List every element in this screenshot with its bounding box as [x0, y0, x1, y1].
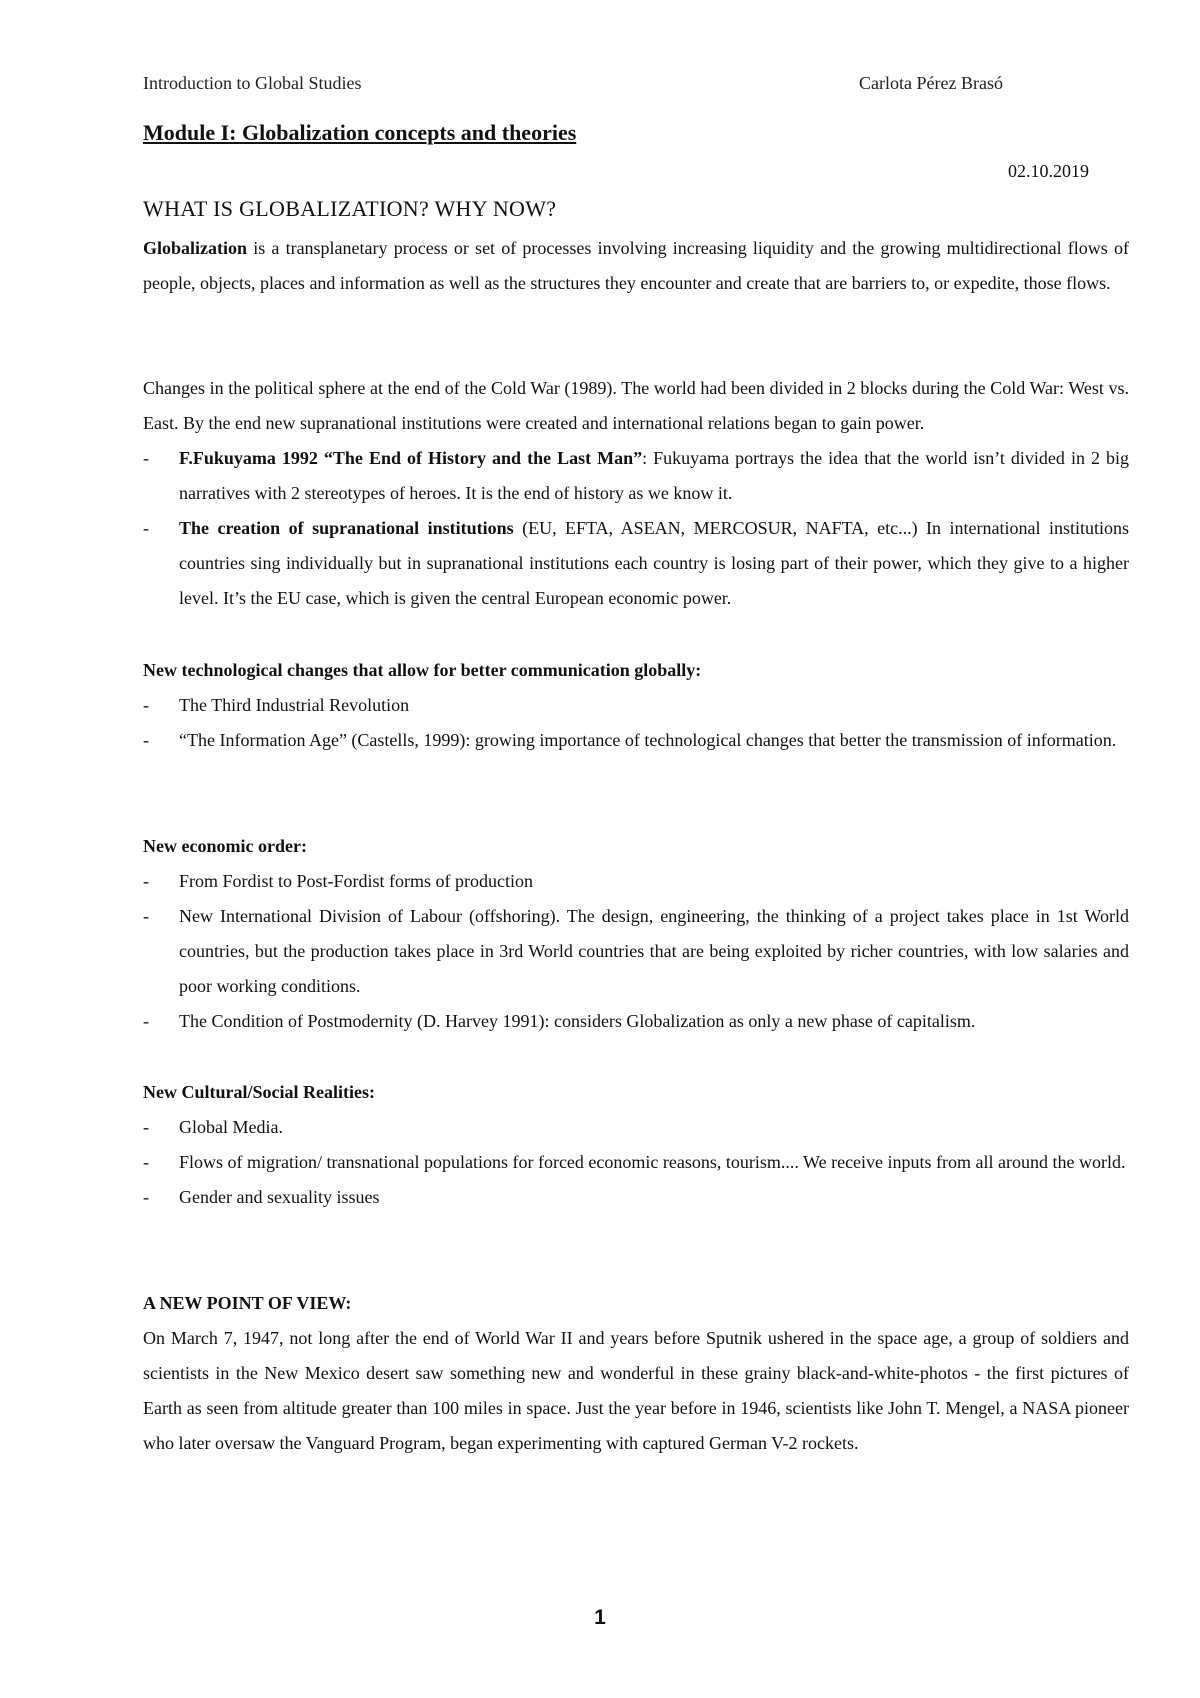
economic-list — [143, 864, 1129, 1039]
list-item-bold: F.Fukuyama 1992 “The End of History and the Last Man” — [179, 448, 643, 468]
list-item — [143, 864, 1129, 899]
list-marker: - — [143, 906, 149, 926]
header-course-title: Introduction to Global Studies — [143, 73, 362, 93]
list-marker: - — [143, 1117, 149, 1137]
list-item-text: The Third Industrial Revolution — [179, 695, 410, 715]
list-marker: - — [143, 695, 149, 715]
list-item — [143, 441, 1129, 511]
list-item — [143, 899, 1129, 1004]
list-item — [143, 511, 1129, 616]
list-item-text: : Fukuyama portrays the idea that the world isn’t divided in 2 big narratives with 2 stereotypes of heroes. It is the end of history as we know it. — [179, 448, 1129, 503]
definition-paragraph — [143, 231, 1129, 301]
political-list — [143, 441, 1129, 616]
definition-text: is a transplanetary process or set of processes involving increasing liquidity and the growing multidirectional flows of people, objects, places and information as well as the structures they encounter and create that are barriers to, or expedite, those flows. — [143, 238, 1129, 293]
tech-list — [143, 688, 1129, 758]
political-paragraph: Changes in the political sphere at the end of the Cold War (1989). The world had been divided in 2 blocks during the Cold War: West vs. East. By the end new supranational institutions were created and international relations began to gain power. — [143, 378, 1129, 433]
economic-heading: New economic order: — [143, 836, 307, 856]
cultural-heading: New Cultural/Social Realities: — [143, 1082, 375, 1102]
list-item-text: New International Division of Labour (offshoring). The design, engineering, the thinking of a project takes place in 1st World countries, but the production takes place in 3rd World countries that are being exploited by richer countries, with low salaries and poor working conditions. — [179, 906, 1129, 996]
list-item — [143, 1180, 1129, 1215]
list-marker: - — [143, 871, 149, 891]
list-item — [143, 1004, 1129, 1039]
cultural-list — [143, 1110, 1129, 1215]
list-item-text: Flows of migration/ transnational populations for forced economic reasons, tourism.... We receive inputs from all around the world. — [179, 1152, 1126, 1172]
list-item-text: From Fordist to Post-Fordist forms of production — [179, 871, 534, 891]
definition-term: Globalization — [143, 238, 248, 258]
list-marker: - — [143, 1011, 149, 1031]
list-item-text: Global Media. — [179, 1117, 283, 1137]
list-item — [143, 1110, 1129, 1145]
new-view-paragraph: On March 7, 1947, not long after the end of World War II and years before Sputnik ushered in the space age, a group of soldiers and scientists in the New Mexico desert saw something new and wonderful in these grainy black-and-white-photos - the first pictures of Earth as seen from altitude greater than 100 miles in space. Just the year before in 1946, scientists like John T. Mengel, a NASA pioneer who later oversaw the Vanguard Program, began experimenting with captured German V-2 rockets. — [143, 1328, 1129, 1453]
list-marker: - — [143, 448, 149, 468]
list-marker: - — [143, 1187, 149, 1207]
list-item-text: “The Information Age” (Castells, 1999): growing importance of technological changes that better the transmission of information. — [179, 730, 1117, 750]
new-view-heading: A NEW POINT OF VIEW: — [143, 1293, 352, 1313]
section-title: WHAT IS GLOBALIZATION? WHY NOW? — [143, 196, 557, 221]
list-item-text: (EU, EFTA, ASEAN, MERCOSUR, NAFTA, etc...) In international institutions countries sing individually but in supranational institutions each country is losing part of their power, which they give to a higher level. It’s the EU case, which is given the central European economic power. — [179, 518, 1129, 608]
list-marker: - — [143, 1152, 149, 1172]
page-number: 1 — [594, 1606, 606, 1629]
header-author-name: Carlota Pérez Brasó — [859, 73, 1003, 93]
tech-heading: New technological changes that allow for better communication globally: — [143, 660, 702, 680]
list-item — [143, 688, 1129, 723]
list-item-bold: The creation of supranational institutions — [179, 518, 514, 538]
list-marker: - — [143, 518, 149, 538]
document-date: 02.10.2019 — [1008, 161, 1089, 181]
list-item — [143, 723, 1129, 758]
list-item-text: The Condition of Postmodernity (D. Harvey 1991): considers Globalization as only a new phase of capitalism. — [179, 1011, 976, 1031]
module-title: Module I: Globalization concepts and theories — [143, 120, 577, 145]
list-item — [143, 1145, 1129, 1180]
list-marker: - — [143, 730, 149, 750]
list-item-text: Gender and sexuality issues — [179, 1187, 380, 1207]
